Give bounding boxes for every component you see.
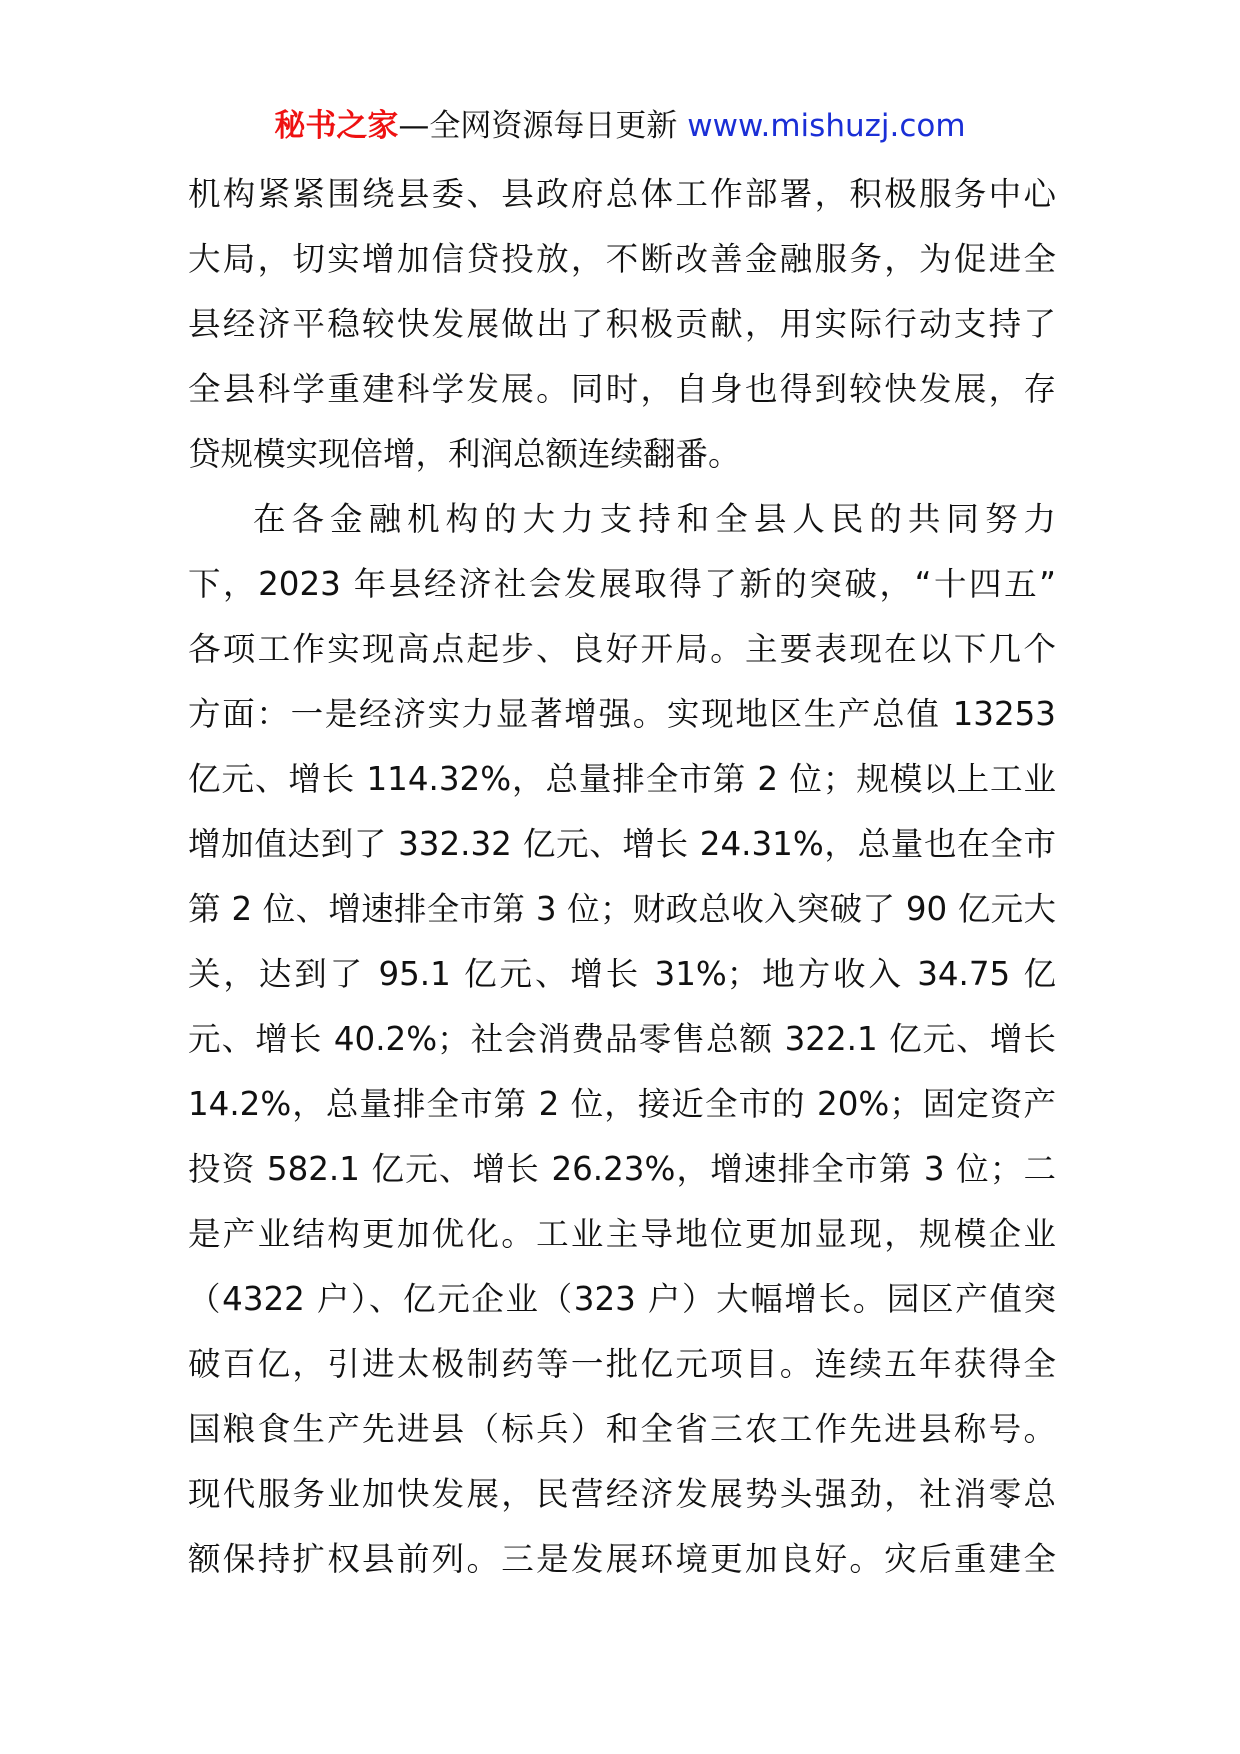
text-line: 破百亿，引进太极制药等一批亿元项目。连续五年获得全 [188, 1345, 1056, 1383]
brand-name: 秘书之家 [274, 108, 399, 144]
text-line: 第 2 位、增速排全市第 3 位；财政总收入突破了 90 亿元大 [188, 890, 1056, 928]
document-body [188, 162, 1056, 1592]
text-line: 全县科学重建科学发展。同时，自身也得到较快发展，存 [188, 370, 1056, 408]
text-line: 增加值达到了 332.32 亿元、增长 24.31%，总量也在全市 [188, 825, 1056, 863]
text-line: 元、增长 40.2%；社会消费品零售总额 322.1 亿元、增长 [188, 1020, 1056, 1058]
text-line: 各项工作实现高点起步、良好开局。主要表现在以下几个 [188, 630, 1056, 668]
text-line: 现代服务业加快发展，民营经济发展势头强劲，社消零总 [188, 1475, 1056, 1513]
header-tagline: —全网资源每日更新 [398, 108, 678, 144]
text-line: 关，达到了 95.1 亿元、增长 31%；地方收入 34.75 亿 [188, 955, 1056, 993]
text-line: 大局，切实增加信贷投放，不断改善金融服务，为促进全 [188, 240, 1056, 278]
text-line: （4322 户）、亿元企业（323 户）大幅增长。园区产值突 [188, 1280, 1056, 1318]
text-line: 机构紧紧围绕县委、县政府总体工作部署，积极服务中心 [188, 175, 1056, 213]
text-line: 亿元、增长 114.32%，总量排全市第 2 位；规模以上工业 [188, 760, 1056, 798]
text-line: 国粮食生产先进县（标兵）和全省三农工作先进县称号。 [188, 1410, 1056, 1448]
text-line: 下，2023 年县经济社会发展取得了新的突破，“十四五” [188, 565, 1056, 603]
text-line: 14.2%，总量排全市第 2 位，接近全市的 20%；固定资产 [188, 1085, 1056, 1123]
text-line: 方面：一是经济实力显著增强。实现地区生产总值 13253 [188, 695, 1056, 733]
text-line: 贷规模实现倍增，利润总额连续翻番。 [188, 435, 741, 473]
paragraph-start-line: 在各金融机构的大力支持和全县人民的共同努力 [253, 500, 1056, 538]
text-line: 投资 582.1 亿元、增长 26.23%，增速排全市第 3 位；二 [188, 1150, 1056, 1188]
text-line: 额保持扩权县前列。三是发展环境更加良好。灾后重建全 [188, 1540, 1056, 1578]
site-url-link[interactable]: www.mishuzj.com [687, 108, 966, 144]
text-line: 是产业结构更加优化。工业主导地位更加显现，规模企业 [188, 1215, 1056, 1253]
document-header [0, 104, 1240, 148]
text-line: 县经济平稳较快发展做出了积极贡献，用实际行动支持了 [188, 305, 1056, 343]
